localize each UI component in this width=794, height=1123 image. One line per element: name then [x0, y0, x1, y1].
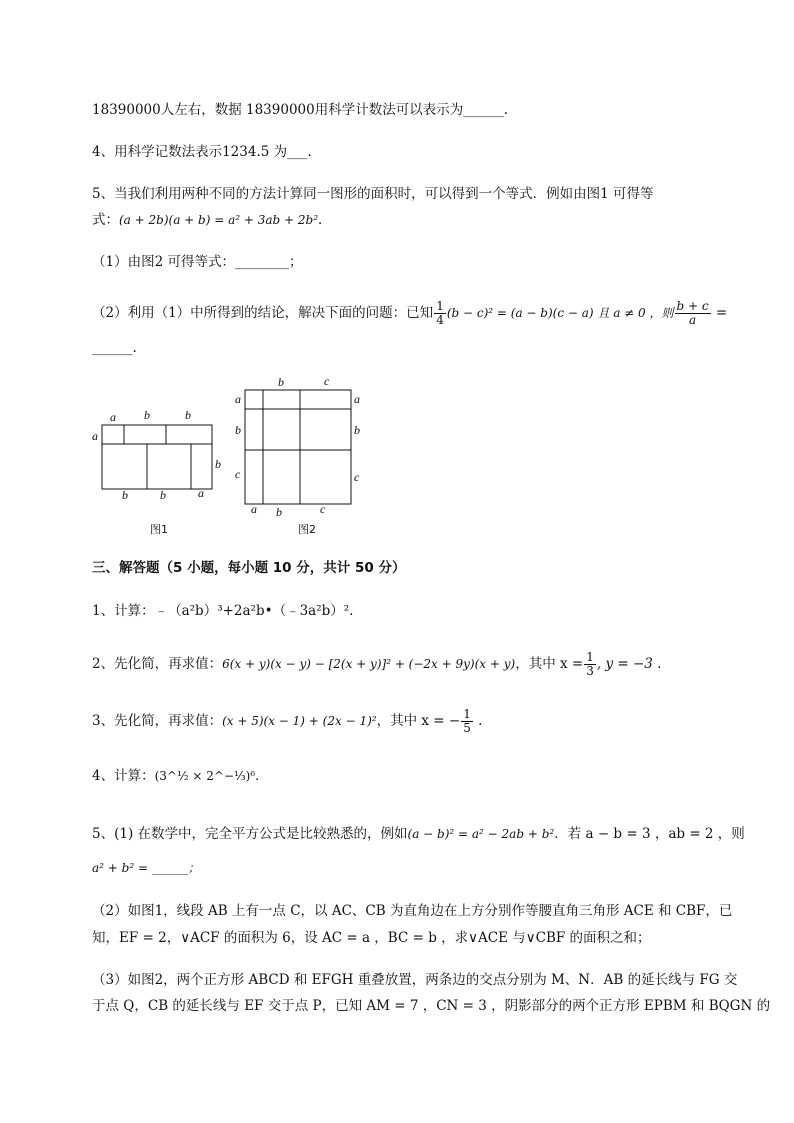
q3-prefix: 3、先化简，再求值： — [92, 713, 223, 729]
q3-end: . — [473, 713, 483, 729]
solve-question-2 — [92, 651, 661, 678]
question-4-blank: 4、用科学记数法表示1234.5 为___. — [92, 144, 312, 160]
fig2-bottom-b: b — [276, 505, 282, 519]
answer-blank: ______. — [92, 340, 137, 356]
fraction-bottom: a — [688, 313, 697, 327]
fig2-right-b: b — [354, 423, 360, 437]
q4-expression: (3^½ × 2^−⅓)⁶ — [154, 769, 256, 783]
figures-layer — [0, 0, 794, 560]
section-3-heading: 三、解答题（5 小题，每小题 10 分，共计 50 分） — [92, 560, 406, 576]
fig1-top-b1: b — [144, 408, 150, 422]
fig2-caption: 图2 — [298, 523, 316, 536]
solve-question-1: 1、计算：﹣（a²b）³+2a²b•（﹣3a²b）². — [92, 603, 354, 619]
fig2-bottom-a: a — [251, 502, 257, 516]
fig2-top-b: b — [278, 375, 284, 389]
q2-frac-top: 1 — [586, 650, 594, 664]
q2-expression: 6(x + y)(x − y) − [2(x + y)]² + (−2x + 9y)(x + y) — [222, 657, 516, 671]
q2-fraction — [584, 651, 596, 678]
fig1-left-a: a — [92, 429, 98, 443]
figure-2 — [245, 390, 351, 504]
fig1-top-a: a — [110, 410, 116, 424]
fig2-bottom-c: c — [320, 502, 326, 516]
formula: (a + 2b)(a + b) = a² + 3ab + 2b² — [119, 213, 319, 227]
fraction-top: b + c — [676, 299, 709, 313]
q4-prefix: 4、计算： — [92, 768, 155, 784]
fig1-bottom-b2: b — [160, 488, 166, 502]
q5-part-2-line-1: （2）如图1，线段 AB 上有一点 C，以 AC、CB 为直角边在上方分别作等腰直角三角形 ACE 和 CBF，已 — [92, 903, 733, 919]
fig1-bottom-a: a — [198, 486, 204, 500]
equals: = — [711, 305, 728, 321]
question-5-intro: 5、当我们利用两种不同的方法计算同一图形的面积时，可以得到一个等式．例如由图1 可得等 — [92, 186, 654, 202]
q4-end: ． — [255, 768, 269, 784]
fig1-bottom-b1: b — [122, 488, 128, 502]
fig2-left-b: b — [235, 423, 241, 437]
fig1-right-b: b — [215, 457, 221, 471]
q5-formula: (a − b)² = a² − 2ab + b² — [407, 827, 555, 841]
fig2-outer-rect — [245, 390, 351, 504]
q5-condition: ．若 a − b = 3 ，ab = 2 ，则 — [554, 826, 745, 842]
q3-fraction — [461, 708, 473, 735]
fig1-outer-rect — [102, 425, 212, 489]
q3-expression: (x + 5)(x − 1) + (2x − 1)² — [222, 714, 377, 728]
condition-formula: (b − c)² = (a − b)(c − a) 且 a ≠ 0 ，则 — [446, 306, 674, 320]
q3-frac-top: 1 — [463, 707, 471, 721]
q2-frac-bottom: 3 — [586, 664, 594, 678]
q3-frac-bottom: 5 — [463, 721, 471, 735]
fig1-top-b2: b — [185, 408, 191, 422]
solve-question-4 — [92, 766, 269, 786]
q5-prefix: 5、(1) 在数学中，完全平方公式是比较熟悉的，例如 — [92, 826, 408, 842]
label-text: 式： — [92, 212, 119, 228]
fig2-top-c: c — [324, 374, 330, 388]
q5-part-2-line-2: 知，EF = 2，∨ACF 的面积为 6，设 AC = a ，BC = b ，求∨ACE 与∨CBF 的面积之和； — [92, 930, 651, 946]
fig1-caption: 图1 — [150, 523, 168, 536]
q2-values: , y = −3 . — [596, 656, 662, 672]
fig2-right-a: a — [354, 392, 360, 406]
fraction-quarter: $\frac{1}{4}$ — [436, 299, 444, 327]
fig2-left-c: c — [235, 467, 241, 481]
q5-part-3-line-1: （3）如图2，两个正方形 ABCD 和 EFGH 重叠放置，两条边的交点分别为 M、N．AB 的延长线与 FG 交 — [92, 972, 738, 988]
q3-where: ，其中 x = − — [376, 713, 461, 729]
figure-1 — [102, 425, 212, 489]
text-line-scientific-notation: 18390000人左右，数据 18390000用科学计数法可以表示为______. — [92, 102, 509, 118]
solve-question-5-part-1 — [92, 824, 745, 844]
question-5-part-1: （1）由图2 可得等式：________； — [92, 254, 303, 270]
fig2-right-c: c — [354, 470, 360, 484]
solve-question-3 — [92, 708, 482, 735]
period: ． — [318, 212, 332, 228]
fig2-left-a: a — [235, 392, 241, 406]
q5-part-3-line-2: 于点 Q，CB 的延长线与 EF 交于点 P，已知 AM = 7 ，CN = 3 ，阴影部分的两个正方形 EPBM 和 BQGN 的 — [92, 998, 771, 1014]
part-2-text: （2）利用（1）中所得到的结论，解决下面的问题：已知 — [92, 305, 434, 321]
q5-answer-blank: a² + b² = ______； — [92, 861, 200, 875]
q2-where: ，其中 x = — [515, 656, 584, 672]
q2-prefix: 2、先化简，再求值： — [92, 656, 223, 672]
